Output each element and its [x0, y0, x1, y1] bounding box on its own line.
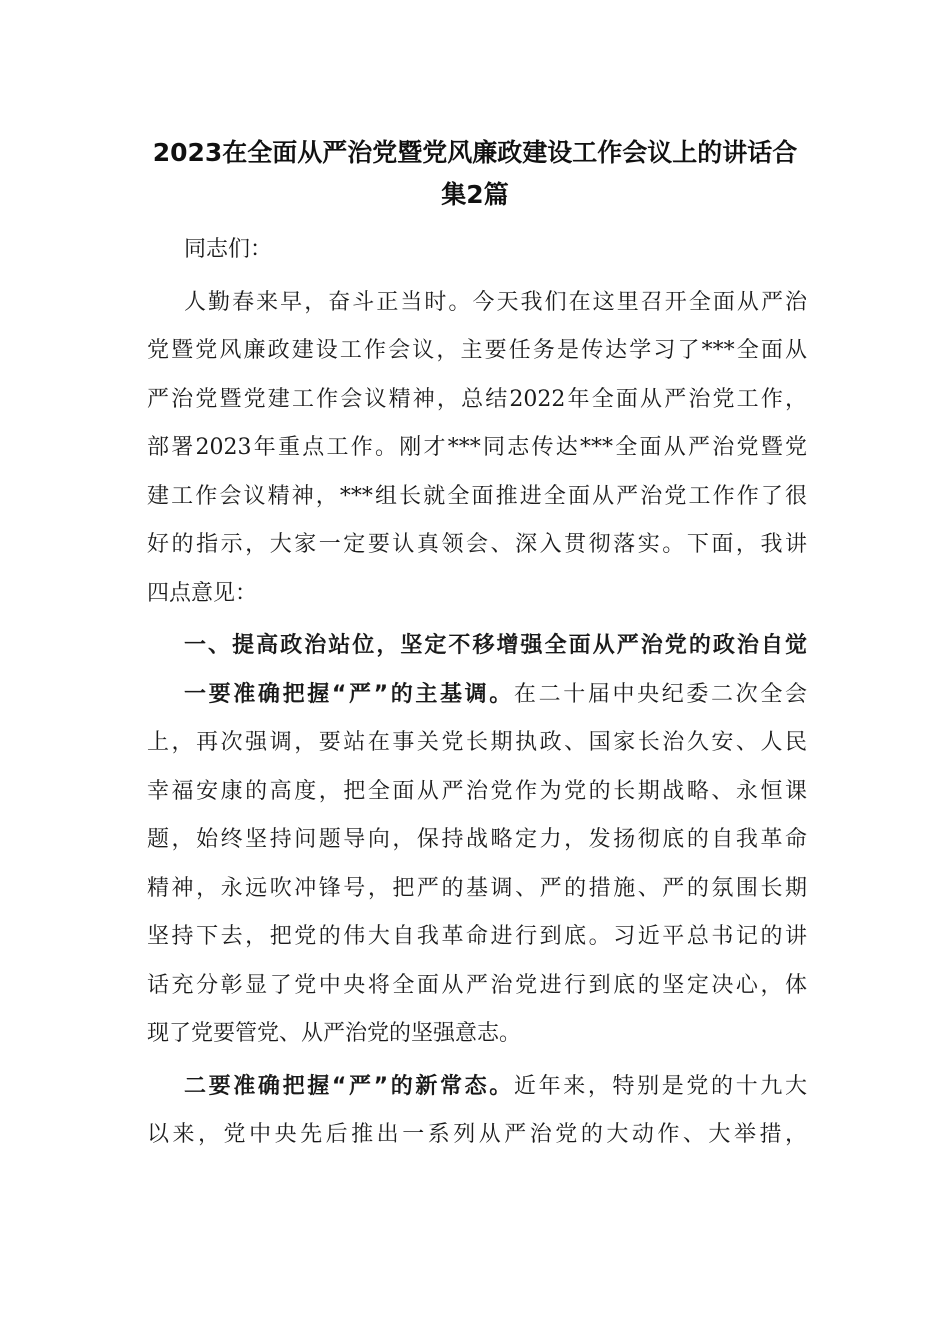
title-line: 2023在全面从严治党暨党风廉政建设工作会议上的讲话合 [152, 138, 798, 167]
paragraph-line: 人勤春来早，奋斗正当时。今天我们在这里召开全面从严治 [184, 289, 807, 315]
paragraph-2 [147, 671, 807, 1059]
paragraph-line: 题，始终坚持问题导向，保持战略定力，发扬彻底的自我革命 [147, 827, 807, 852]
paragraph-line: 好的指示，大家一定要认真领会、深入贯彻落实。下面，我讲 [147, 532, 807, 557]
paragraph-line: 话充分彰显了党中央将全面从严治党进行到底的坚定决心，体 [147, 972, 807, 998]
paragraph-line: 上，再次强调，要站在事关党长期执政、国家长治久安、人民 [147, 730, 807, 755]
paragraph-line: 精神，永远吹冲锋号，把严的基调、严的措施、严的氛围长期 [147, 875, 807, 901]
paragraph-line: 幸福安康的高度，把全面从严治党作为党的长期战略、永恒课 [147, 778, 807, 804]
paragraph-text: 在二十届中央纪委二次全会 [513, 681, 807, 707]
paragraph-line: 建工作会议精神，***组长就全面推进全面从严治党工作作了很 [147, 483, 807, 509]
paragraph-line: 以来，党中央先后推出一系列从严治党的大动作、大举措， [147, 1122, 807, 1147]
title-line: 集2篇 [441, 180, 509, 209]
paragraph-line: 严治党暨党建工作会议精神，总结2022年全面从严治党工作， [147, 386, 807, 412]
paragraph-line [147, 671, 807, 720]
paragraph-1 [147, 279, 807, 619]
salutation: 同志们： [184, 237, 273, 262]
paragraph-line [147, 1063, 807, 1112]
section-heading: 一、提高政治站位，坚定不移增强全面从严治党的政治自觉 [184, 633, 807, 658]
paragraph-line: 现了党要管党、从严治党的坚强意志。 [147, 1021, 522, 1046]
document-title [130, 132, 820, 216]
document-body [147, 226, 807, 1160]
paragraph-3 [147, 1063, 807, 1160]
paragraph-lead: 二要准确把握“严”的新常态。 [184, 1073, 514, 1099]
paragraph-line: 四点意见： [147, 580, 258, 606]
paragraph-line: 党暨党风廉政建设工作会议，主要任务是传达学习了***全面从 [147, 338, 807, 363]
paragraph-line: 部署2023年重点工作。刚才***同志传达***全面从严治党暨党 [147, 435, 807, 460]
paragraph-text: 近年来，特别是党的十九大 [513, 1073, 807, 1099]
paragraph-lead: 一要准确把握“严”的主基调。 [184, 681, 514, 707]
paragraph-line: 坚持下去，把党的伟大自我革命进行到底。习近平总书记的讲 [147, 924, 807, 949]
